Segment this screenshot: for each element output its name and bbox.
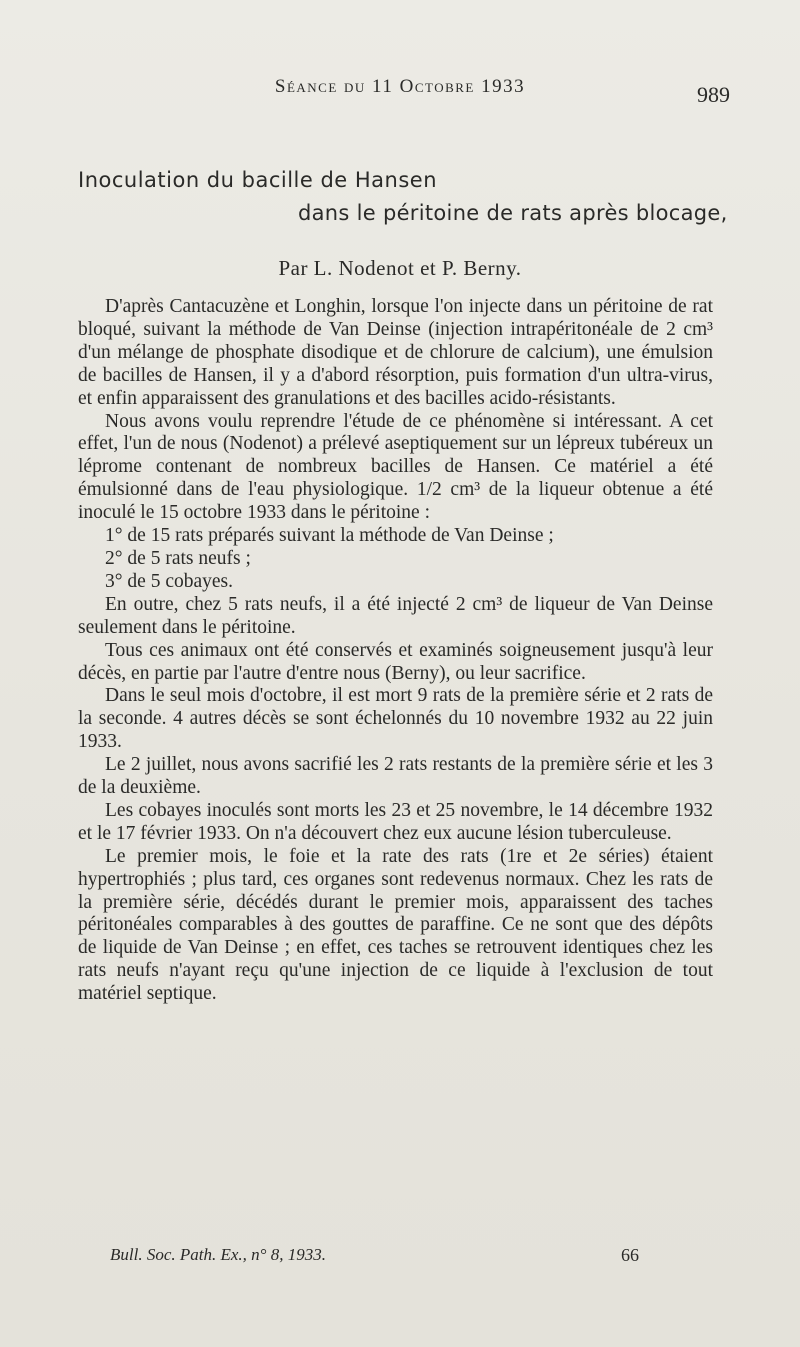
list-item-3: 3° de 5 cobayes.: [105, 570, 234, 592]
paragraph-control: En outre, chez 5 rats neufs, il a été injecté 2 cm³ de liqueur de Van Deinse seulement dans le péritoine.: [78, 593, 713, 638]
list-item-1: 1° de 15 rats préparés suivant la méthode de Van Deinse ;: [105, 525, 554, 547]
paragraph-sacrifice: Le 2 juillet, nous avons sacrifié les 2 rats restants de la première série et les 3 de la deuxième.: [78, 754, 713, 799]
page-number: 989: [697, 82, 730, 107]
article-title-line-1: Inoculation du bacille de Hansen: [78, 168, 438, 192]
running-head: [0, 76, 800, 98]
journal-citation: Bull. Soc. Path. Ex., n° 8, 1933.: [110, 1245, 326, 1264]
paragraph-experiment: Nous avons voulu reprendre l'étude de ce phénomène si intéressant. A cet effet, l'un de nous (Nodenot) a prélevé aseptiquement sur un lépreux tubéreux un léprome contenant de nombreux bacilles de Hansen. Ce matériel a été émulsionné dans de l'eau physiologique. 1/2 cm³ de la liqueur obtenue a été inoculé le 15 octobre 1933 dans le péritoine :: [78, 410, 713, 524]
authors-line: Par L. Nodenot et P. Berny.: [278, 256, 522, 280]
article-body: [78, 296, 713, 1006]
paragraph-deaths: Dans le seul mois d'octobre, il est mort 9 rats de la première série et 2 rats de la seconde. 4 autres décès se sont échelonnés du 10 novembre 1932 au 22 juin 1933.: [78, 685, 713, 753]
article-title-line-2: dans le péritoine de rats après blocage,: [298, 201, 728, 225]
list-item-2: 2° de 5 rats neufs ;: [105, 547, 251, 569]
paragraph-observation: Tous ces animaux ont été conservés et examinés soigneusement jusqu'à leur décès, en partie par l'autre d'entre nous (Berny), ou leur sacrifice.: [78, 639, 713, 684]
paragraph-intro: D'après Cantacuzène et Longhin, lorsque l'on injecte dans un péritoine de rat bloqué, suivant la méthode de Van Deinse (injection intrapéritonéale de 2 cm³ d'un mélange de phosphate disodique et de chlorure de calcium), une émulsion de bacilles de Hansen, il y a d'abord résorption, puis formation d'un ultra-virus, et enfin apparaissent des granulations et des bacilles acido-résistants.: [78, 296, 713, 409]
signature-mark: 66: [621, 1245, 639, 1265]
paragraph-findings: Le premier mois, le foie et la rate des rats (1re et 2e séries) étaient hypertrophiés ; plus tard, ces organes sont redevenus normaux. Chez les rats de la première série, décédés durant le premier mois, apparaissent des taches péritonéales comparables à des gouttes de paraffine. Ce ne sont que des dépôts de liquide de Van Deinse ; en effet, ces taches se retrouvent identiques chez les rats neufs n'ayant reçu qu'une injection de ce liquide à l'exclusion de tout matériel septique.: [78, 845, 713, 1005]
paragraph-guinea-pigs: Les cobayes inoculés sont morts les 23 et 25 novembre, le 14 décembre 1932 et le 17 février 1933. On n'a découvert chez eux aucune lésion tuberculeuse.: [78, 799, 713, 844]
running-head-text: Séance du 11 Octobre 1933: [274, 76, 526, 97]
